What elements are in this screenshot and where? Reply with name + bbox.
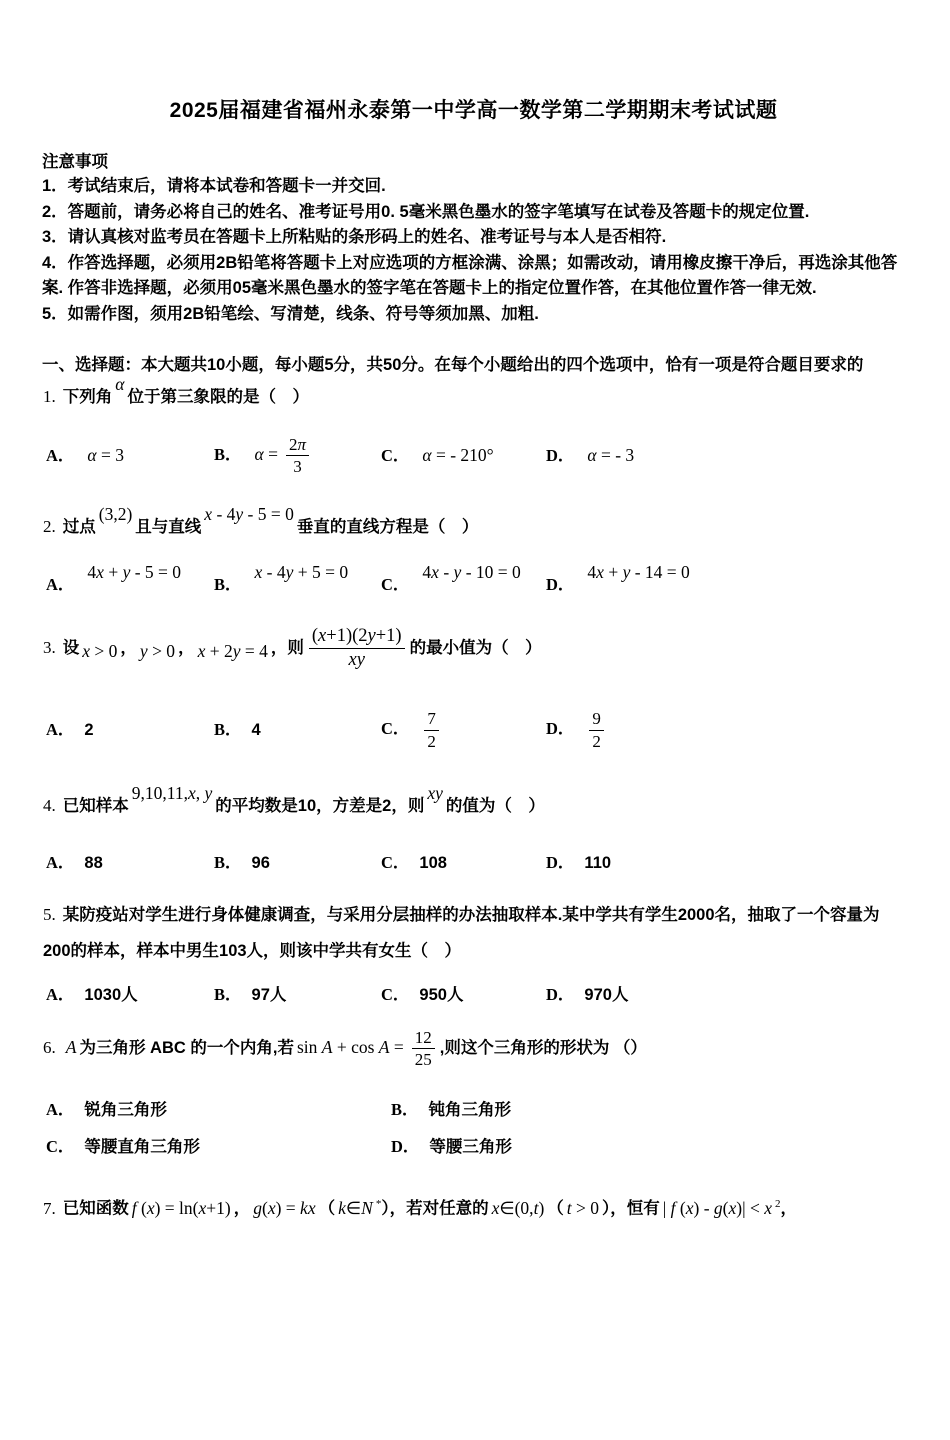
question-5-option-C (381, 983, 546, 1007)
math-raised: 9,10,11,x, y (131, 782, 213, 803)
question-4-options (46, 851, 905, 875)
fraction-numerator: 2π (286, 434, 309, 456)
question-1-option-D (546, 443, 905, 468)
text-run: 锐角三角形 (84, 1101, 167, 1120)
text-run: 1030人 (84, 985, 138, 1004)
text-run: 过点 (62, 518, 96, 537)
math-lowered: x > 0 (82, 641, 118, 662)
question-4-option-A (46, 851, 214, 875)
text-run: 2 (84, 721, 94, 740)
option-label: D． (391, 1137, 420, 1157)
math-inline: α = (254, 443, 278, 464)
option-label: C． (381, 852, 410, 872)
text-run: 钝角三角形 (428, 1101, 512, 1120)
text-run: ， (233, 1199, 251, 1218)
notice-section (42, 150, 905, 328)
text-run: （ (547, 1199, 564, 1218)
math-raised: x - 4y + 5 = 0 (254, 562, 349, 583)
text-run: （ (318, 1199, 336, 1218)
math-raised: α (115, 373, 125, 394)
text-run: 108 (419, 853, 447, 872)
question-6 (43, 1027, 905, 1160)
question-1-option-A (46, 443, 214, 468)
fraction-denominator: 25 (414, 1050, 432, 1070)
math-inline: | f (x) - g(x)| < x (662, 1197, 773, 1218)
text-run: 垂直的直线方程是（ ） (296, 518, 479, 537)
math-inline: sin A + cos A = (296, 1036, 404, 1057)
option-label: C． (46, 1137, 75, 1157)
text-run: 下列角 (62, 387, 113, 406)
fraction-denominator: 2 (427, 731, 436, 751)
option-label: D． (546, 575, 575, 595)
math-inline: A (65, 1036, 77, 1057)
option-label: B． (214, 575, 242, 595)
math-inline: f (x) = ln(x+1) (131, 1197, 231, 1218)
question-number: 6. (43, 1037, 56, 1057)
question-number: 2. (43, 517, 56, 537)
option-label: B． (214, 720, 242, 740)
question-5-option-B (214, 983, 381, 1007)
fraction (412, 1027, 435, 1071)
fraction (309, 625, 405, 672)
text-run: 已知函数 (62, 1199, 129, 1218)
text-run: ， (120, 639, 137, 658)
math-inline: t > 0 (566, 1197, 600, 1218)
question-7-stem (43, 1189, 905, 1224)
option-label: A． (46, 445, 75, 465)
fraction (286, 434, 309, 478)
fraction-numerator: 7 (424, 708, 439, 730)
question-4 (43, 782, 905, 875)
page (0, 96, 950, 1224)
math-superscript: * (375, 1198, 382, 1211)
question-6-option-C (46, 1135, 391, 1159)
question-1-stem (43, 373, 905, 412)
question-3 (43, 625, 905, 752)
question-number: 7. (43, 1198, 56, 1218)
question-4-option-C (381, 851, 546, 875)
question-3-option-B (214, 718, 381, 742)
question-6-option-B (391, 1098, 905, 1122)
questions-section (42, 373, 905, 1224)
question-5-options (46, 983, 905, 1007)
notice-heading: 注意事项 (42, 153, 108, 171)
question-3-stem (43, 625, 905, 672)
question-1 (43, 373, 905, 478)
option-label: B． (214, 444, 242, 464)
math-raised: xy (427, 782, 443, 803)
math-lowered: y > 0 (139, 641, 176, 662)
fraction (589, 708, 604, 752)
fraction-numerator: (x+1)(2y+1) (309, 625, 405, 649)
text-run: 且与直线 (135, 518, 202, 537)
question-6-options (46, 1098, 905, 1159)
fraction-denominator: xy (348, 650, 365, 671)
question-1-option-B (214, 434, 381, 478)
notice-item-3: 3．请认真核对监考员在答题卡上所粘贴的条形码上的姓名、准考证号与本人是否相符. (42, 228, 667, 247)
question-1-options (46, 434, 905, 478)
notice-item-2: 2．答题前，请务必将自己的姓名、准考证号用0. 5毫米黑色墨水的签字笔填写在试卷及答题卡的规定位置. (42, 202, 810, 221)
section-heading: 一、选择题：本大题共10小题，每小题5分，共50分。在每个小题给出的四个选项中，恰有一项是符合题目要求的 (42, 355, 864, 374)
fraction-denominator: 3 (293, 456, 302, 476)
question-5-option-A (46, 983, 214, 1007)
question-4-stem (43, 782, 905, 821)
question-2-option-C (381, 562, 546, 597)
text-run: 等腰三角形 (429, 1138, 512, 1157)
option-label: B． (214, 852, 242, 872)
text-run: 110 (584, 853, 612, 872)
math-inline: x∈(0,t) (491, 1197, 545, 1218)
question-4-option-D (546, 851, 905, 875)
option-label: D． (546, 852, 575, 872)
math-lowered: x + 2y = 4 (197, 641, 268, 662)
text-run: ， (780, 1199, 798, 1218)
question-number: 3. (43, 638, 56, 658)
option-label: C． (381, 719, 410, 739)
option-label: D． (546, 719, 575, 739)
text-run: 等腰直角三角形 (84, 1138, 200, 1157)
question-2-option-B (214, 562, 381, 597)
option-label: A． (46, 852, 75, 872)
question-number: 4. (43, 795, 56, 815)
fraction-numerator: 9 (589, 708, 604, 730)
math-raised: x - 4y - 5 = 0 (204, 504, 294, 525)
text-run: ,则这个三角形的形状为 （） (439, 1038, 647, 1057)
fraction-denominator: 2 (592, 731, 601, 751)
question-3-option-D (546, 708, 905, 752)
option-label: A． (46, 1100, 75, 1120)
option-label: A． (46, 575, 75, 595)
option-label: D． (546, 984, 575, 1004)
text-run: 的值为（ ） (445, 796, 545, 815)
math-raised: 4x + y - 14 = 0 (587, 562, 690, 583)
question-6-option-A (46, 1098, 391, 1122)
math-superscript: 2 (775, 1198, 781, 1211)
option-label: B． (391, 1100, 419, 1120)
question-1-option-C (381, 443, 546, 468)
text-run: 某防疫站对学生进行身体健康调查，与采用分层抽样的办法抽取样本.某中学共有学生2000名，抽取了一个容量为200的样本，样本中男生103人，则该中学共有女生（ ） (43, 905, 880, 960)
option-label: A． (46, 984, 75, 1004)
question-6-option-D (391, 1135, 905, 1159)
fraction (424, 708, 439, 752)
text-run: ），恒有 (602, 1199, 660, 1218)
option-label: D． (546, 445, 575, 465)
text-run: 88 (84, 853, 103, 872)
math-inline: α = 3 (87, 444, 124, 465)
text-run: 已知样本 (62, 796, 129, 815)
math-raised: 4x - y - 10 = 0 (422, 562, 521, 583)
question-5 (43, 897, 905, 1007)
question-4-option-B (214, 851, 381, 875)
text-run: 位于第三象限的是（ ） (127, 387, 309, 406)
question-2 (43, 504, 905, 597)
option-label: C． (381, 445, 410, 465)
math-inline: k∈N (338, 1197, 373, 1218)
question-2-stem (43, 504, 905, 542)
notice-item-4: 4．作答选择题，必须用2B铅笔将答题卡上对应选项的方框涂满、涂黑；如需改动，请用橡皮擦干净后，再选涂其他答案. 作答非选择题，必须用05毫米黑色墨水的签字笔在答题卡上的指定位置作答，在其他位置作答一律无效. (42, 253, 898, 298)
option-label: A． (46, 720, 75, 740)
text-run: 的平均数是10，方差是2，则 (215, 796, 425, 815)
question-3-option-C (381, 708, 546, 752)
text-run: 4 (251, 721, 261, 740)
question-2-option-A (46, 562, 214, 597)
option-label: C． (381, 984, 410, 1004)
question-7 (43, 1189, 905, 1224)
question-2-option-D (546, 562, 905, 597)
text-run: ，则 (270, 639, 304, 658)
text-run: 970人 (584, 985, 629, 1004)
question-5-stem (43, 897, 905, 969)
question-5-option-D (546, 983, 905, 1007)
text-run: 97人 (251, 985, 287, 1004)
math-raised: (3,2) (98, 504, 133, 525)
text-run: 的最小值为（ ） (409, 639, 542, 658)
option-label: C． (381, 575, 410, 595)
text-run: 96 (251, 853, 270, 872)
text-run: ， (178, 639, 195, 658)
notice-item-1: 1．考试结束后，请将本试卷和答题卡一并交回. (42, 177, 386, 195)
fraction-numerator: 12 (412, 1027, 435, 1049)
question-number: 5. (43, 904, 56, 924)
text-run: 950人 (419, 985, 464, 1004)
notice-item-5: 5．如需作图，须用2B铅笔绘、写清楚，线条、符号等须加黑、加粗. (42, 304, 539, 323)
question-3-option-A (46, 718, 214, 742)
math-inline: g(x) = kx (253, 1197, 316, 1218)
question-3-options (46, 708, 905, 752)
question-2-options (46, 562, 905, 597)
page-title: 2025届福建省福州永泰第一中学高一数学第二学期期末考试试题 (169, 99, 778, 122)
question-number: 1. (43, 386, 56, 406)
text-run: 设 (62, 639, 80, 658)
option-label: B． (214, 984, 242, 1004)
math-inline: α = - 3 (587, 444, 635, 465)
question-6-stem (43, 1027, 905, 1071)
text-run: ），若对任意的 (381, 1199, 489, 1218)
text-run: 为三角形 ABC 的一个内角,若 (79, 1038, 294, 1057)
math-raised: 4x + y - 5 = 0 (87, 562, 182, 583)
math-inline: α = - 210° (422, 444, 494, 465)
exam-paper-page (0, 96, 950, 1440)
